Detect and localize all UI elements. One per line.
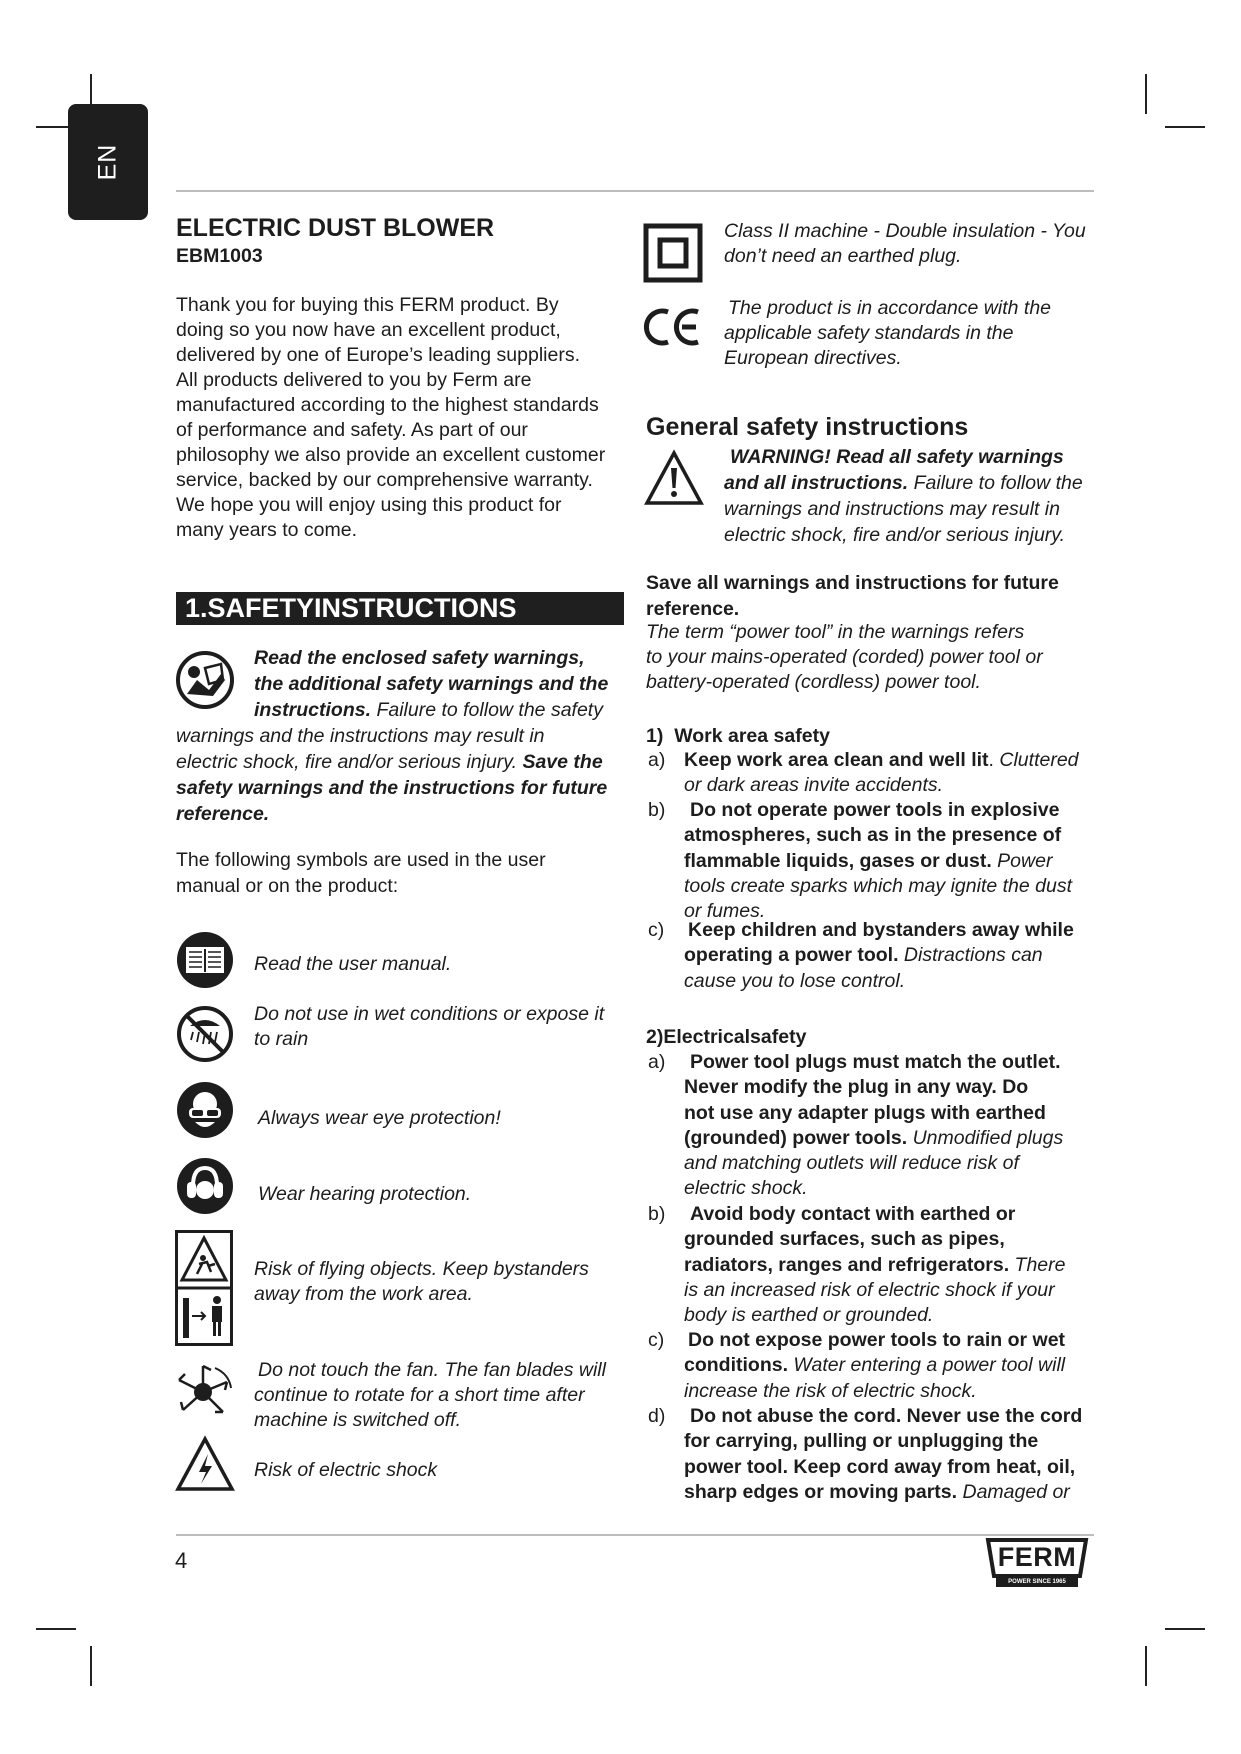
read-warning-bold: safety warnings and the instructions for future [176, 777, 608, 799]
no-rain-icon [175, 1004, 235, 1064]
right-symbol-text: European directives. [724, 347, 902, 369]
symbol-text: Do not touch the fan. The fan blades will [258, 1359, 606, 1381]
item-text: Distractions can [898, 944, 1043, 967]
item-bold: power tool. Keep cord away from heat, oil, [684, 1455, 1076, 1478]
item-bold: Do not abuse the cord. Never use the cord [690, 1405, 1083, 1427]
read-warning-bold: the additional safety warnings and the [254, 673, 609, 695]
read-warning-line [254, 698, 603, 723]
page-title: ELECTRIC DUST BLOWER [176, 214, 495, 242]
save-all-text: reference. [646, 598, 740, 620]
item-bold: (grounded) power tools. [684, 1126, 908, 1149]
intro-line: service, backed by our comprehensive warranty. [176, 469, 593, 491]
item-text: Power [991, 849, 1053, 872]
work-area-heading [646, 724, 830, 749]
list-item [684, 1050, 1104, 1202]
read-manual-icon [175, 930, 235, 990]
model-number: EBM1003 [176, 245, 263, 267]
list-item [684, 748, 1104, 799]
fan-icon [175, 1360, 235, 1420]
crop-mark [1145, 74, 1147, 114]
item-line [684, 748, 1104, 773]
symbol-text: Wear hearing protection. [258, 1183, 472, 1205]
general-warning-line [724, 471, 1083, 496]
symbol-text: Do not use in wet conditions or expose it [254, 1003, 605, 1025]
intro-line: We hope you will enjoy using this product for [176, 494, 562, 516]
general-warning-text: Failure to follow the [913, 472, 1083, 494]
intro-line: philosophy we also provide an excellent customer [176, 444, 606, 466]
right-symbol-text: Class II machine - Double insulation - You [724, 220, 1086, 242]
item-bold: grounded surfaces, such as pipes, [684, 1228, 1005, 1251]
item-text: is an increased risk of electric shock if your [684, 1278, 1055, 1301]
item-line [684, 1480, 1104, 1505]
item-text: or fumes. [684, 900, 766, 923]
general-heading: General safety instructions [646, 413, 969, 441]
read-warning-bold: Save the [522, 751, 603, 773]
top-rule [176, 190, 1094, 192]
item-label: b) [648, 1203, 666, 1225]
read-warning-bold: Read the enclosed safety warnings, [254, 647, 585, 669]
eye-protection-icon [175, 1080, 235, 1140]
logo-tagline: POWER SINCE 1965 [1008, 1579, 1066, 1585]
item-bold: Keep children and bystanders away while [688, 919, 1074, 941]
item-line [684, 1353, 1104, 1378]
intro-line: All products delivered to you by Ferm are [176, 369, 532, 391]
item-text: Water entering a power tool will [788, 1354, 1066, 1377]
item-label: a) [648, 1051, 666, 1073]
section-banner: 1.SAFETYINSTRUCTIONS [176, 592, 624, 625]
page-number: 4 [175, 1548, 188, 1573]
item-label: c) [648, 1329, 665, 1351]
language-tab [68, 104, 148, 220]
item-text: tools create sparks which may ignite the dust [684, 874, 1073, 897]
read-warning-text: warnings and the instructions may result in [176, 725, 545, 747]
item-bold: Do not expose power tools to rain or wet [688, 1329, 1066, 1351]
list-item [684, 1404, 1104, 1505]
crop-mark [1165, 126, 1205, 128]
save-all-text: Save all warnings and instructions for future [646, 572, 1059, 594]
crop-mark [1145, 1646, 1147, 1686]
crop-mark [1165, 1628, 1205, 1630]
read-warning-icon [175, 650, 235, 710]
item-bold: conditions. [684, 1354, 788, 1377]
symbols-intro: manual or on the product: [176, 875, 399, 897]
general-warning-bold: WARNING! Read all safety warnings [730, 446, 1064, 468]
intro-line: many years to come. [176, 519, 357, 541]
ferm-logo [984, 1536, 1090, 1588]
symbol-text: Always wear eye protection! [258, 1107, 501, 1129]
intro-line: delivered by one of Europe’s leading suppliers. [176, 344, 580, 366]
intro-line: doing so you now have an excellent product, [176, 319, 561, 341]
item-text: increase the risk of electric shock. [684, 1379, 977, 1402]
symbols-intro: The following symbols are used in the user [176, 849, 546, 871]
ce-mark-icon [644, 306, 704, 348]
item-bold: Do not operate power tools in explosive [690, 799, 1060, 821]
work-area-title: Work area safety [674, 725, 830, 747]
bottom-rule [176, 1534, 1094, 1536]
item-text: There [1009, 1253, 1066, 1276]
symbol-text: Read the user manual. [254, 953, 452, 975]
term-text: The term “power tool” in the warnings refers [646, 621, 1025, 643]
item-text: body is earthed or grounded. [684, 1304, 934, 1327]
electric-shock-icon [175, 1436, 235, 1492]
read-warning-line [176, 750, 603, 775]
term-text: battery-operated (cordless) power tool. [646, 671, 981, 693]
item-text: Unmodified plugs [907, 1126, 1064, 1149]
general-warning-text: warnings and instructions may result in [724, 498, 1060, 520]
item-line [684, 1253, 1104, 1278]
right-symbol-text: don’t need an earthed plug. [724, 245, 962, 267]
item-text: and matching outlets will reduce risk of [684, 1152, 1019, 1175]
flying-objects-icon [175, 1230, 233, 1346]
item-bold-end: . [988, 749, 994, 771]
class-ii-icon [644, 224, 702, 282]
item-text: Damaged or [957, 1480, 1070, 1503]
symbol-text: to rain [254, 1028, 309, 1050]
intro-line: manufactured according to the highest standards [176, 394, 599, 416]
item-bold: not use any adapter plugs with earthed [684, 1101, 1046, 1124]
general-warning-text: electric shock, fire and/or serious injury. [724, 524, 1066, 546]
item-bold: atmospheres, such as in the presence of [684, 824, 1062, 847]
language-label: EN [93, 143, 122, 181]
item-label: b) [648, 799, 666, 821]
item-bold: radiators, ranges and refrigerators. [684, 1253, 1010, 1276]
item-label: d) [648, 1405, 666, 1427]
list-item [684, 918, 1104, 994]
symbol-text: machine is switched off. [254, 1409, 462, 1431]
warning-icon [644, 450, 704, 506]
symbol-text: away from the work area. [254, 1283, 473, 1305]
read-warning-text: electric shock, fire and/or serious injury. [176, 751, 518, 773]
list-item [684, 1328, 1104, 1404]
list-item [684, 798, 1104, 924]
electrical-heading: 2)Electricalsafety [646, 1026, 807, 1048]
item-text: electric shock. [684, 1177, 808, 1200]
intro-line: Thank you for buying this FERM product. By [176, 294, 559, 316]
item-line [684, 943, 1104, 968]
right-symbol-text: applicable safety standards in the [724, 322, 1014, 344]
item-bold: flammable liquids, gases or dust. [684, 849, 992, 872]
general-warning-bold: and all instructions. [724, 472, 909, 494]
term-text: to your mains-operated (corded) power tool or [646, 646, 1043, 668]
crop-mark [90, 1646, 92, 1686]
symbol-text: continue to rotate for a short time after [254, 1384, 585, 1406]
item-text: Cluttered [993, 749, 1079, 771]
symbol-text: Risk of flying objects. Keep bystanders [254, 1258, 589, 1280]
item-text: or dark areas invite accidents. [684, 774, 944, 797]
crop-mark [36, 1628, 76, 1630]
hearing-protection-icon [175, 1156, 235, 1216]
item-bold: sharp edges or moving parts. [684, 1480, 958, 1503]
read-warning-bold: reference. [176, 803, 270, 825]
read-warning-text: Failure to follow the safety [376, 699, 603, 721]
work-area-number: 1) [646, 725, 664, 747]
item-label: a) [648, 749, 666, 771]
item-bold: for carrying, pulling or unplugging the [684, 1430, 1039, 1453]
item-line [684, 849, 1104, 874]
logo-brand: FERM [997, 1542, 1077, 1572]
item-line [684, 1126, 1104, 1151]
item-bold: operating a power tool. [684, 944, 899, 967]
item-bold: Avoid body contact with earthed or [690, 1203, 1016, 1225]
item-bold: Never modify the plug in any way. Do [684, 1076, 1029, 1099]
right-symbol-text: The product is in accordance with the [728, 297, 1052, 319]
symbol-text: Risk of electric shock [254, 1459, 438, 1481]
item-label: c) [648, 919, 665, 941]
item-bold: Keep work area clean and well lit [684, 749, 989, 771]
list-item [684, 1202, 1104, 1328]
read-warning-bold: instructions. [254, 699, 372, 721]
item-bold: Power tool plugs must match the outlet. [690, 1051, 1061, 1073]
intro-line: of performance and safety. As part of our [176, 419, 528, 441]
item-text: cause you to lose control. [684, 969, 906, 992]
